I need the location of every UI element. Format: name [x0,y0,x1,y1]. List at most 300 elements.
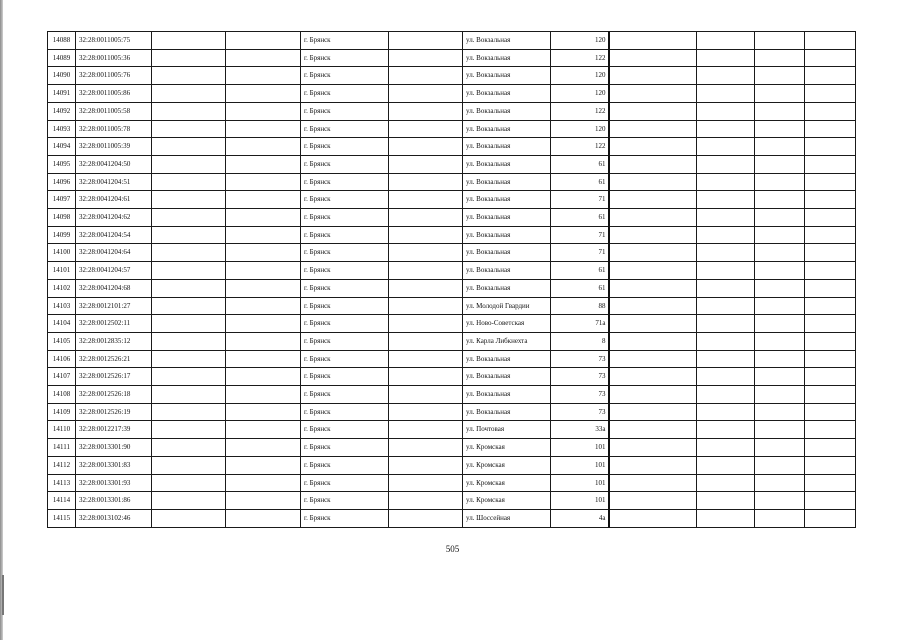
empty-cell [805,155,856,173]
record-number-cell: 14109 [48,403,76,421]
empty-cell [755,262,805,280]
empty-cell [697,315,755,333]
city-cell: г. Брянск [301,67,389,85]
empty-cell [152,102,226,120]
empty-cell [152,49,226,67]
empty-cell [697,120,755,138]
empty-cell [389,386,463,404]
empty-cell [609,474,697,492]
house-number-cell: 73 [551,386,609,404]
cadastral-number-cell: 32:28:0011005:36 [76,49,152,67]
empty-cell [609,386,697,404]
cadastral-number-cell: 32:28:0041204:57 [76,262,152,280]
empty-cell [609,456,697,474]
house-number-cell: 33а [551,421,609,439]
empty-cell [226,456,301,474]
empty-cell [697,456,755,474]
record-number-cell: 14088 [48,32,76,50]
empty-cell [755,509,805,527]
empty-cell [226,492,301,510]
record-number-cell: 14106 [48,350,76,368]
cadastral-number-cell: 32:28:0011005:86 [76,85,152,103]
cadastral-number-cell: 32:28:0041204:62 [76,209,152,227]
empty-cell [697,155,755,173]
house-number-cell: 101 [551,492,609,510]
house-number-cell: 61 [551,155,609,173]
street-cell: ул. Кромская [463,439,551,457]
cadastral-number-cell: 32:28:0011005:76 [76,67,152,85]
street-cell: ул. Кромская [463,456,551,474]
cadastral-number-cell: 32:28:0012835:12 [76,332,152,350]
empty-cell [389,297,463,315]
house-number-cell: 61 [551,209,609,227]
street-cell: ул. Вокзальная [463,262,551,280]
empty-cell [697,474,755,492]
empty-cell [152,120,226,138]
empty-cell [755,368,805,386]
empty-cell [805,456,856,474]
house-number-cell: 122 [551,49,609,67]
cadastral-number-cell: 32:28:0012526:18 [76,386,152,404]
empty-cell [805,32,856,50]
street-cell: ул. Вокзальная [463,403,551,421]
empty-cell [755,155,805,173]
city-cell: г. Брянск [301,368,389,386]
empty-cell [755,102,805,120]
cadastral-number-cell: 32:28:0013102:46 [76,509,152,527]
empty-cell [805,191,856,209]
empty-cell [697,403,755,421]
cadastral-number-cell: 32:28:0011005:39 [76,138,152,156]
record-number-cell: 14103 [48,297,76,315]
empty-cell [755,297,805,315]
empty-cell [697,332,755,350]
record-number-cell: 14114 [48,492,76,510]
street-cell: ул. Вокзальная [463,226,551,244]
empty-cell [805,262,856,280]
empty-cell [389,456,463,474]
empty-cell [226,67,301,85]
record-number-cell: 14107 [48,368,76,386]
empty-cell [152,244,226,262]
empty-cell [609,102,697,120]
empty-cell [226,209,301,227]
cadastral-number-cell: 32:28:0012502:11 [76,315,152,333]
empty-cell [697,191,755,209]
empty-cell [226,474,301,492]
empty-cell [805,279,856,297]
table-row [48,244,856,262]
empty-cell [755,226,805,244]
city-cell: г. Брянск [301,102,389,120]
house-number-cell: 101 [551,474,609,492]
cadastral-number-cell: 32:28:0013301:83 [76,456,152,474]
empty-cell [697,439,755,457]
empty-cell [226,120,301,138]
empty-cell [389,421,463,439]
empty-cell [609,350,697,368]
table-row [48,509,856,527]
empty-cell [389,262,463,280]
table-row [48,332,856,350]
empty-cell [152,191,226,209]
house-number-cell: 73 [551,368,609,386]
empty-cell [152,226,226,244]
empty-cell [805,492,856,510]
empty-cell [152,332,226,350]
record-number-cell: 14105 [48,332,76,350]
empty-cell [805,297,856,315]
city-cell: г. Брянск [301,120,389,138]
house-number-cell: 122 [551,102,609,120]
house-number-cell: 122 [551,138,609,156]
street-cell: ул. Вокзальная [463,209,551,227]
record-number-cell: 14100 [48,244,76,262]
street-cell: ул. Вокзальная [463,102,551,120]
empty-cell [226,386,301,404]
city-cell: г. Брянск [301,85,389,103]
empty-cell [755,32,805,50]
empty-cell [609,155,697,173]
record-number-cell: 14097 [48,191,76,209]
city-cell: г. Брянск [301,49,389,67]
empty-cell [226,332,301,350]
record-number-cell: 14096 [48,173,76,191]
table-row [48,173,856,191]
empty-cell [697,67,755,85]
city-cell: г. Брянск [301,315,389,333]
empty-cell [697,85,755,103]
empty-cell [389,332,463,350]
empty-cell [152,67,226,85]
city-cell: г. Брянск [301,209,389,227]
city-cell: г. Брянск [301,456,389,474]
empty-cell [152,297,226,315]
house-number-cell: 61 [551,173,609,191]
empty-cell [389,279,463,297]
empty-cell [226,421,301,439]
empty-cell [755,67,805,85]
house-number-cell: 71 [551,191,609,209]
street-cell: ул. Кромская [463,474,551,492]
record-number-cell: 14095 [48,155,76,173]
street-cell: ул. Ново-Советская [463,315,551,333]
empty-cell [389,244,463,262]
cadastral-number-cell: 32:28:0012526:17 [76,368,152,386]
record-number-cell: 14113 [48,474,76,492]
city-cell: г. Брянск [301,492,389,510]
empty-cell [805,509,856,527]
empty-cell [697,32,755,50]
empty-cell [805,244,856,262]
empty-cell [609,368,697,386]
city-cell: г. Брянск [301,439,389,457]
empty-cell [609,297,697,315]
city-cell: г. Брянск [301,226,389,244]
street-cell: ул. Вокзальная [463,191,551,209]
table-row [48,439,856,457]
empty-cell [697,244,755,262]
empty-cell [755,421,805,439]
empty-cell [755,279,805,297]
empty-cell [152,279,226,297]
scan-artifact [2,575,4,615]
empty-cell [152,209,226,227]
cadastral-number-cell: 32:28:0013301:93 [76,474,152,492]
record-number-cell: 14102 [48,279,76,297]
house-number-cell: 73 [551,350,609,368]
record-number-cell: 14104 [48,315,76,333]
empty-cell [697,386,755,404]
empty-cell [152,155,226,173]
house-number-cell: 4а [551,509,609,527]
empty-cell [609,509,697,527]
empty-cell [805,49,856,67]
record-number-cell: 14101 [48,262,76,280]
table-row [48,350,856,368]
empty-cell [226,85,301,103]
empty-cell [389,350,463,368]
empty-cell [755,332,805,350]
empty-cell [389,32,463,50]
empty-cell [226,155,301,173]
empty-cell [697,173,755,191]
house-number-cell: 71 [551,244,609,262]
empty-cell [697,226,755,244]
property-register-table [47,31,856,528]
empty-cell [697,492,755,510]
empty-cell [697,350,755,368]
empty-cell [389,439,463,457]
empty-cell [226,350,301,368]
city-cell: г. Брянск [301,474,389,492]
empty-cell [697,209,755,227]
record-number-cell: 14115 [48,509,76,527]
empty-cell [697,279,755,297]
empty-cell [389,67,463,85]
record-number-cell: 14110 [48,421,76,439]
city-cell: г. Брянск [301,138,389,156]
street-cell: ул. Вокзальная [463,368,551,386]
empty-cell [226,191,301,209]
empty-cell [805,173,856,191]
cadastral-number-cell: 32:28:0011005:58 [76,102,152,120]
cadastral-number-cell: 32:28:0013301:90 [76,439,152,457]
table-row [48,492,856,510]
empty-cell [609,173,697,191]
table-row [48,368,856,386]
street-cell: ул. Вокзальная [463,350,551,368]
empty-cell [805,332,856,350]
table-row [48,456,856,474]
empty-cell [609,226,697,244]
house-number-cell: 73 [551,403,609,421]
empty-cell [805,67,856,85]
table-row [48,262,856,280]
street-cell: ул. Вокзальная [463,120,551,138]
empty-cell [805,368,856,386]
empty-cell [152,262,226,280]
house-number-cell: 120 [551,67,609,85]
empty-cell [805,403,856,421]
empty-cell [226,315,301,333]
cadastral-number-cell: 32:28:0012526:19 [76,403,152,421]
record-number-cell: 14094 [48,138,76,156]
empty-cell [755,85,805,103]
table-row [48,279,856,297]
house-number-cell: 120 [551,85,609,103]
cadastral-number-cell: 32:28:0041204:68 [76,279,152,297]
empty-cell [805,350,856,368]
empty-cell [152,439,226,457]
empty-cell [152,85,226,103]
house-number-cell: 101 [551,456,609,474]
empty-cell [152,509,226,527]
empty-cell [152,350,226,368]
table-row [48,85,856,103]
empty-cell [697,421,755,439]
empty-cell [152,138,226,156]
empty-cell [389,102,463,120]
empty-cell [152,456,226,474]
table-row [48,474,856,492]
street-cell: ул. Вокзальная [463,155,551,173]
empty-cell [805,102,856,120]
empty-cell [389,173,463,191]
table-body [48,32,856,528]
street-cell: ул. Вокзальная [463,279,551,297]
house-number-cell: 61 [551,262,609,280]
city-cell: г. Брянск [301,332,389,350]
empty-cell [609,332,697,350]
cadastral-number-cell: 32:28:0041204:61 [76,191,152,209]
house-number-cell: 88 [551,297,609,315]
empty-cell [152,32,226,50]
empty-cell [609,209,697,227]
empty-cell [152,474,226,492]
empty-cell [755,138,805,156]
street-cell: ул. Вокзальная [463,244,551,262]
empty-cell [755,244,805,262]
empty-cell [805,120,856,138]
empty-cell [755,439,805,457]
street-cell: ул. Вокзальная [463,386,551,404]
record-number-cell: 14098 [48,209,76,227]
empty-cell [152,403,226,421]
street-cell: ул. Вокзальная [463,138,551,156]
empty-cell [609,191,697,209]
empty-cell [226,368,301,386]
empty-cell [226,49,301,67]
record-number-cell: 14112 [48,456,76,474]
empty-cell [805,421,856,439]
record-number-cell: 14092 [48,102,76,120]
house-number-cell: 8 [551,332,609,350]
cadastral-number-cell: 32:28:0012217:39 [76,421,152,439]
empty-cell [152,492,226,510]
empty-cell [389,155,463,173]
empty-cell [805,439,856,457]
street-cell: ул. Молодой Гвардии [463,297,551,315]
empty-cell [226,102,301,120]
empty-cell [226,262,301,280]
empty-cell [697,297,755,315]
street-cell: ул. Шоссейная [463,509,551,527]
cadastral-number-cell: 32:28:0011005:78 [76,120,152,138]
house-number-cell: 120 [551,120,609,138]
cadastral-number-cell: 32:28:0011005:75 [76,32,152,50]
empty-cell [226,32,301,50]
city-cell: г. Брянск [301,350,389,368]
empty-cell [609,244,697,262]
cadastral-number-cell: 32:28:0041204:51 [76,173,152,191]
table-row [48,120,856,138]
table-row [48,155,856,173]
city-cell: г. Брянск [301,509,389,527]
empty-cell [389,85,463,103]
empty-cell [389,315,463,333]
page-number: 505 [445,544,460,554]
empty-cell [755,474,805,492]
empty-cell [152,421,226,439]
record-number-cell: 14090 [48,67,76,85]
empty-cell [805,138,856,156]
table-row [48,32,856,50]
empty-cell [609,315,697,333]
empty-cell [697,102,755,120]
empty-cell [755,456,805,474]
empty-cell [755,492,805,510]
city-cell: г. Брянск [301,279,389,297]
table-row [48,49,856,67]
empty-cell [805,474,856,492]
empty-cell [389,120,463,138]
empty-cell [389,49,463,67]
table-row [48,386,856,404]
empty-cell [609,138,697,156]
empty-cell [755,315,805,333]
empty-cell [805,386,856,404]
empty-cell [755,209,805,227]
empty-cell [152,368,226,386]
house-number-cell: 71а [551,315,609,333]
empty-cell [755,120,805,138]
empty-cell [226,403,301,421]
cadastral-number-cell: 32:28:0012101:27 [76,297,152,315]
cadastral-number-cell: 32:28:0041204:54 [76,226,152,244]
empty-cell [755,350,805,368]
empty-cell [152,173,226,191]
city-cell: г. Брянск [301,262,389,280]
street-cell: ул. Кромская [463,492,551,510]
city-cell: г. Брянск [301,191,389,209]
house-number-cell: 61 [551,279,609,297]
empty-cell [697,49,755,67]
empty-cell [609,439,697,457]
city-cell: г. Брянск [301,403,389,421]
empty-cell [389,509,463,527]
empty-cell [755,191,805,209]
table-row [48,421,856,439]
table-row [48,138,856,156]
table-row [48,315,856,333]
empty-cell [755,173,805,191]
table-row [48,191,856,209]
record-number-cell: 14091 [48,85,76,103]
table-row [48,102,856,120]
empty-cell [755,386,805,404]
empty-cell [389,226,463,244]
